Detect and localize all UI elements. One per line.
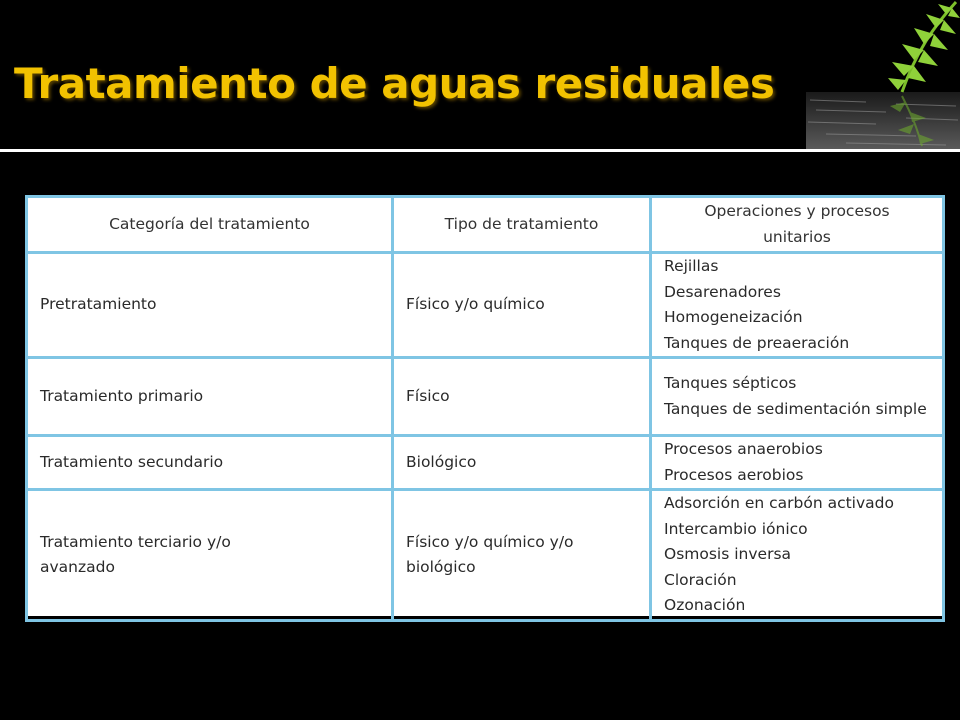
operations-list: [664, 371, 930, 422]
table-row: [27, 490, 944, 621]
list-item: Tanques sépticos: [664, 374, 797, 392]
list-item: Osmosis inversa: [664, 545, 792, 564]
cell-category: Tratamiento primario: [27, 358, 393, 436]
list-item: Tanques de preaeración: [664, 333, 850, 352]
cell-category: Tratamiento terciario y/o avanzado: [27, 490, 393, 621]
list-item: Intercambio iónico: [664, 519, 808, 538]
cell-type: Físico: [393, 358, 651, 436]
slide-title: Tratamiento de aguas residuales: [14, 59, 775, 108]
table-header-row: [27, 197, 944, 253]
list-item: Adsorción en carbón activado: [664, 494, 894, 513]
header-type: Tipo de tratamiento: [393, 197, 651, 253]
list-item: Ozonación: [664, 596, 746, 615]
list-item: Cloración: [664, 570, 737, 589]
cell-operations: [651, 436, 944, 490]
list-item: Tanques de sedimentación simple: [664, 399, 927, 418]
list-item: Desarenadores: [664, 282, 781, 301]
operations-list: [664, 491, 930, 619]
fern-leaf-icon: [806, 0, 960, 149]
treatment-table-container: [25, 195, 942, 616]
list-item: Procesos aerobios: [664, 465, 804, 484]
cell-type: Biológico: [393, 436, 651, 490]
list-item: Homogeneización: [664, 308, 803, 326]
table-row: [27, 358, 944, 436]
cell-operations: [651, 253, 944, 358]
header-category: Categoría del tratamiento: [27, 197, 393, 253]
cell-category: Tratamiento secundario: [27, 436, 393, 490]
treatment-table: [25, 195, 945, 622]
operations-list: [664, 254, 930, 356]
cell-type: Físico y/o químico: [393, 253, 651, 358]
operations-list: [664, 437, 930, 488]
header-operations: Operaciones y procesos unitarios: [651, 197, 944, 253]
title-divider: [0, 149, 960, 152]
table-row: [27, 253, 944, 358]
cell-type: Físico y/o químico y/o biológico: [393, 490, 651, 621]
cell-operations: [651, 490, 944, 621]
table-row: [27, 436, 944, 490]
cell-category: Pretratamiento: [27, 253, 393, 358]
list-item: Rejillas: [664, 257, 719, 275]
cell-operations: [651, 358, 944, 436]
list-item: Procesos anaerobios: [664, 440, 823, 458]
